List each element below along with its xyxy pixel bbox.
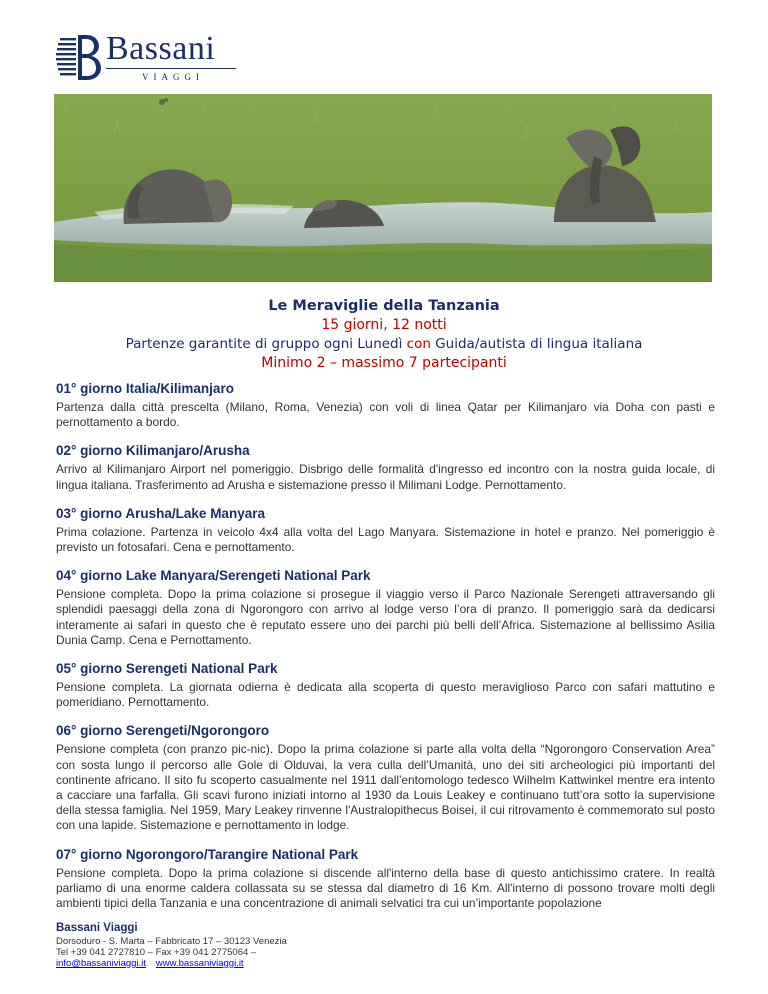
itinerary-day xyxy=(56,380,715,430)
logo-divider xyxy=(106,68,236,69)
tour-titles xyxy=(0,296,768,373)
page-footer xyxy=(56,921,715,969)
bassani-logo xyxy=(56,30,236,84)
footer-phone: Tel +39 041 2727810 – Fax +39 041 2775064 – xyxy=(56,947,257,958)
guide-text: Guida/autista di lingua italiana xyxy=(435,336,643,352)
day-description: Pensione completa. Dopo la prima colazione si prosegue il viaggio verso il Parco Nazionale Serengeti attraversando gli splendidi paesaggi della zona di Ngorongoro con arrivo al lodge verso l’ora di pranzo. Il pomeriggio sarà da dedicarsi interamente ai safari in questo che è reputato essere uno dei parchi più belli dell’Africa. Sistemazione al bellissimo Asilia Dunia Camp. Cena e Pernottamento. xyxy=(56,587,715,647)
logo-subtitle: VIAGGI xyxy=(142,72,204,82)
hero-photo xyxy=(54,94,712,282)
day-description: Pensione completa. Dopo la prima colazione si discende all'interno della base di questo antichissimo cratere. In realtà parliamo di una enorme caldera collassata su se stessa dal diametro di 16 Km. All'interno di possono trovare molti degli ambienti tipici della Tanzania e una concentrazione di animali selvatici tra cui un’importante popolazione xyxy=(56,865,715,911)
day-description: Partenza dalla città prescelta (Milano, Roma, Venezia) con voli di linea Qatar per Kilimanjaro via Doha con pasti e pernottamento a bordo. xyxy=(56,400,715,430)
itinerary-day xyxy=(56,505,715,555)
globe-b-icon xyxy=(56,32,102,82)
day-title: 04° giorno Lake Manyara/Serengeti National Park xyxy=(56,568,371,584)
email-link[interactable]: info@bassaniviaggi.it xyxy=(56,958,146,969)
footer-company: Bassani Viaggi xyxy=(56,922,138,934)
tour-duration: 15 giorni, 12 notti xyxy=(321,317,447,333)
day-title: 03° giorno Arusha/Lake Manyara xyxy=(56,505,265,521)
departures-connector: con xyxy=(402,336,436,352)
departures-text: Partenze garantite di gruppo ogni Lunedì xyxy=(125,336,403,352)
itinerary-day xyxy=(56,846,715,912)
day-title: 07° giorno Ngorongoro/Tarangire National Park xyxy=(56,846,359,862)
footer-address: Dorsoduro - S. Marta – Fabbricato 17 – 30123 Venezia xyxy=(56,936,287,947)
itinerary-day xyxy=(56,660,715,710)
itinerary-day xyxy=(56,442,715,492)
day-description: Arrivo al Kilimanjaro Airport nel pomeriggio. Disbrigo delle formalità d'ingresso ed incontro con la nostra guida locale, di lingua italiana. Trasferimento ad Arusha e sistemazione presso il Milimani Lodge. Pernottamento. xyxy=(56,462,715,492)
tour-participants: Minimo 2 – massimo 7 partecipanti xyxy=(261,355,507,371)
day-description: Prima colazione. Partenza in veicolo 4x4 alla volta del Lago Manyara. Sistemazione in hotel e pranzo. Nel pomeriggio è previsto un fotosafari. Cena e pernottamento. xyxy=(56,524,715,555)
itinerary xyxy=(56,380,715,923)
elephants-photo-icon xyxy=(54,94,712,282)
day-description: Pensione completa. La giornata odierna è dedicata alla scoperta di questo meraviglioso Parco con safari mattutino e pomeridiano. Pernottamento. xyxy=(56,680,715,710)
logo-name: Bassani xyxy=(106,30,216,67)
footer-links xyxy=(56,958,715,969)
tour-departures xyxy=(0,335,768,354)
itinerary-day xyxy=(56,722,715,833)
day-description: Pensione completa (con pranzo pic-nic). Dopo la prima colazione si parte alla volta della “Ngorongoro Conservation Area” con sosta lungo il percorso alle Gole di Olduvai, la vera culla dell’Umanità, uno dei siti archeologici più importanti del continente africano. Il sito fu scoperto casualmente nel 1911 dall'entomologo tedesco Wilhelm Kattwinkel mentre era intento a cacciare una farfalla. Gli scavi furono iniziati intorno al 1930 da Louis Leakey e continuano tutt’ora sotto la supervisione della stessa famiglia. Nel 1959, Mary Leakey rinvenne l'Australopithecus Boisei, il cui ritrovamento è commemorato sul posto con una lapide. Sistemazione e pernottamento in lodge. xyxy=(56,742,715,833)
tour-title: Le Meraviglie della Tanzania xyxy=(268,298,500,314)
website-link[interactable]: www.bassaniviaggi.it xyxy=(155,958,244,969)
day-title: 01° giorno Italia/Kilimanjaro xyxy=(56,381,234,396)
day-title: 02° giorno Kilimanjaro/Arusha xyxy=(56,443,250,459)
itinerary-day xyxy=(56,567,715,648)
day-title: 05° giorno Serengeti National Park xyxy=(56,661,278,677)
day-title: 06° giorno Serengeti/Ngorongoro xyxy=(56,723,270,739)
